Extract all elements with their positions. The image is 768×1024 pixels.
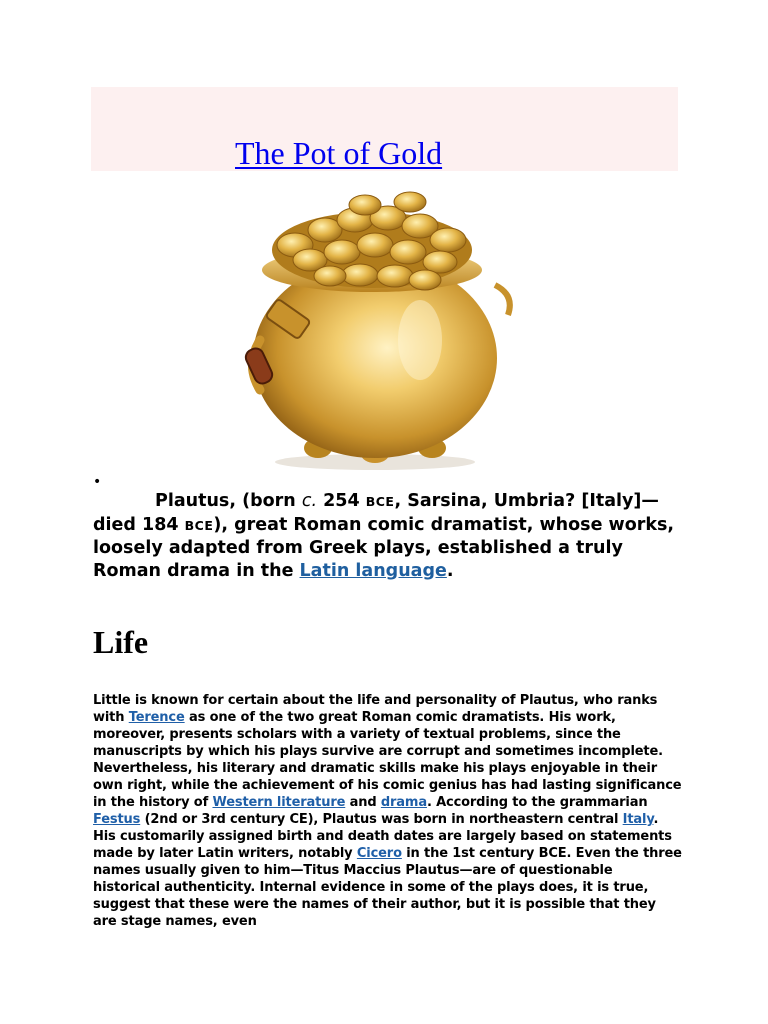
lede-text: , (born bbox=[229, 491, 302, 511]
intro-paragraph bbox=[93, 490, 693, 582]
latin-language-link[interactable]: Latin language bbox=[299, 560, 447, 581]
drama-link[interactable]: drama bbox=[380, 795, 427, 810]
life-paragraph bbox=[93, 692, 683, 930]
body-text: and bbox=[345, 795, 381, 810]
lede-text: . bbox=[446, 560, 454, 581]
festus-link[interactable]: Festus bbox=[93, 812, 141, 827]
circa-abbrev: c. bbox=[301, 491, 318, 511]
body-text: . According to the grammarian bbox=[426, 795, 648, 810]
page-title-link[interactable]: The Pot of Gold bbox=[235, 135, 443, 171]
list-bullet: • bbox=[93, 474, 102, 490]
section-heading-life: Life bbox=[93, 624, 149, 660]
lede-text: ), great Roman comic dramatist, whose works, loosely adapted from Greek plays, established a truly Roman drama in the bbox=[93, 514, 675, 581]
pot-of-gold-image bbox=[220, 190, 530, 475]
era-label: BCE bbox=[184, 517, 214, 533]
terence-link[interactable]: Terence bbox=[128, 710, 185, 725]
cicero-link[interactable]: Cicero bbox=[356, 846, 402, 861]
body-text: in the 1st century BCE. Even the three names usually given to him—Titus Maccius Plautus—are of questionable historical authenticity. Internal evidence in some of the plays does, it is true, suggest that these were the names of their author, but it is possible that they are stage names, even bbox=[93, 846, 682, 929]
plautus-name: Plautus bbox=[155, 491, 230, 511]
western-literature-link[interactable]: Western literature bbox=[212, 795, 346, 810]
lede-text: , Sarsina, Umbria? [Italy]— bbox=[394, 491, 659, 511]
italy-link[interactable]: Italy bbox=[622, 812, 654, 827]
body-text: as one of the two great Roman comic dramatists. His work, moreover, presents scholars with a variety of textual problems, since the manuscripts by which his plays survive are corrupt and sometimes incomplete. Nevertheless, his literary and dramatic skills make his plays enjoyable in their own right, while the achievement of his comic genius has had lasting significance in the history of bbox=[93, 710, 682, 810]
lede-text: died 184 bbox=[93, 514, 185, 535]
body-text: (2nd or 3rd century CE), Plautus was born in northeastern central bbox=[140, 812, 623, 827]
body-text: Little is known for certain about the life and personality of Plautus, who ranks with bbox=[93, 693, 658, 725]
era-label: BCE bbox=[365, 494, 395, 509]
lede-text: 254 bbox=[317, 491, 366, 511]
body-text: . His customarily assigned birth and death dates are largely based on statements made by later Latin writers, notably bbox=[93, 812, 672, 861]
